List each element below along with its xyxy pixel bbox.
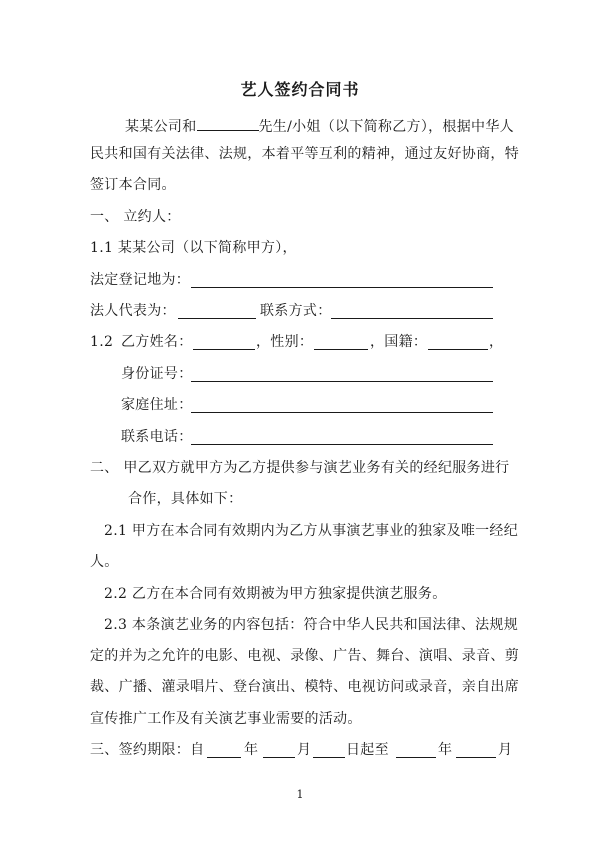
reg-address-blank[interactable] xyxy=(191,271,493,288)
nationality-label: ，国籍： xyxy=(370,334,428,350)
legal-rep-row xyxy=(90,301,176,321)
clause-2-2: 2.2 乙方在本合同有效期被为甲方独家提供演艺服务。 xyxy=(104,586,447,602)
end-month-field[interactable] xyxy=(456,741,496,758)
row-end-comma: ， xyxy=(489,334,504,350)
intro-line-1 xyxy=(125,114,514,137)
phone-label: 联系电话： xyxy=(121,429,193,445)
clause-2-1-line-2: 人。 xyxy=(90,554,119,570)
id-number-field[interactable] xyxy=(191,365,493,382)
end-year-unit: 年 xyxy=(438,742,453,758)
intro-line-3: 签订本合同。 xyxy=(90,177,176,193)
clause-2-3-line-2: 定的并为之允许的电影、电视、录像、广告、舞台、演唱、录音、剪 xyxy=(90,648,519,664)
legal-rep-label: 法人代表为： xyxy=(90,303,176,319)
reg-address-row xyxy=(90,270,190,290)
clause-2-3-line-3: 裁、广播、灌录唱片、登台演出、模特、电视访问或录音，亲自出席 xyxy=(90,679,519,695)
clause-1-1: 1.1 某某公司（以下简称甲方）， xyxy=(90,240,297,256)
start-year-field[interactable] xyxy=(207,741,241,758)
party-b-name-blank[interactable] xyxy=(197,114,259,131)
start-day-field[interactable] xyxy=(313,741,345,758)
end-year-field[interactable] xyxy=(396,741,436,758)
clause-1-2-number: 1.2 xyxy=(90,334,114,350)
clause-2-3-line-4: 宣传推广工作及有关演艺事业需要的活动。 xyxy=(90,711,362,727)
party-b-name-field[interactable] xyxy=(193,333,255,350)
party-a-name-text: 某某公司和 xyxy=(125,119,197,135)
legal-rep-blank[interactable] xyxy=(178,302,256,319)
clause-2-1-line-1: 2.1 甲方在本合同有效期内为乙方从事演艺事业的独家及唯一经纪 xyxy=(104,523,519,539)
end-month-unit: 月 xyxy=(498,742,513,758)
id-number-label: 身份证号： xyxy=(121,366,193,382)
start-month-unit: 月 xyxy=(297,742,312,758)
gender-label: ，性别： xyxy=(256,334,314,350)
party-b-name-label: 乙方姓名： xyxy=(121,334,193,350)
home-address-label: 家庭住址： xyxy=(121,397,193,413)
phone-field[interactable] xyxy=(191,428,493,445)
document-title: 艺人签约合同书 xyxy=(240,80,360,99)
contact-label: 联系方式： xyxy=(260,303,332,319)
section-3-label: 三、签约期限：自 xyxy=(90,742,205,758)
section-2-line-1: 二、 甲乙双方就甲方为乙方提供参与演艺业务有关的经纪服务进行 xyxy=(90,460,510,476)
contact-blank[interactable] xyxy=(331,302,493,319)
gender-field[interactable] xyxy=(314,333,368,350)
start-month-field[interactable] xyxy=(263,741,295,758)
section-2-line-2: 合作，具体如下： xyxy=(128,491,243,507)
page-number: 1 xyxy=(296,788,304,801)
reg-address-label: 法定登记地为： xyxy=(90,272,191,288)
start-year-unit: 年 xyxy=(244,742,259,758)
clause-2-3-line-1: 2.3 本条演艺业务的内容包括：符合中华人民共和国法律、法规规 xyxy=(104,617,519,633)
section-1-heading: 一、 立约人： xyxy=(90,209,181,225)
home-address-field[interactable] xyxy=(191,396,493,413)
intro-line-2: 民共和国有关法律、法规，本着平等互利的精神，通过友好协商，特 xyxy=(90,146,519,162)
nationality-field[interactable] xyxy=(428,333,488,350)
start-day-unit: 日起至 xyxy=(346,742,389,758)
intro-text: 先生/小姐（以下简称乙方），根据中华人 xyxy=(258,119,514,135)
